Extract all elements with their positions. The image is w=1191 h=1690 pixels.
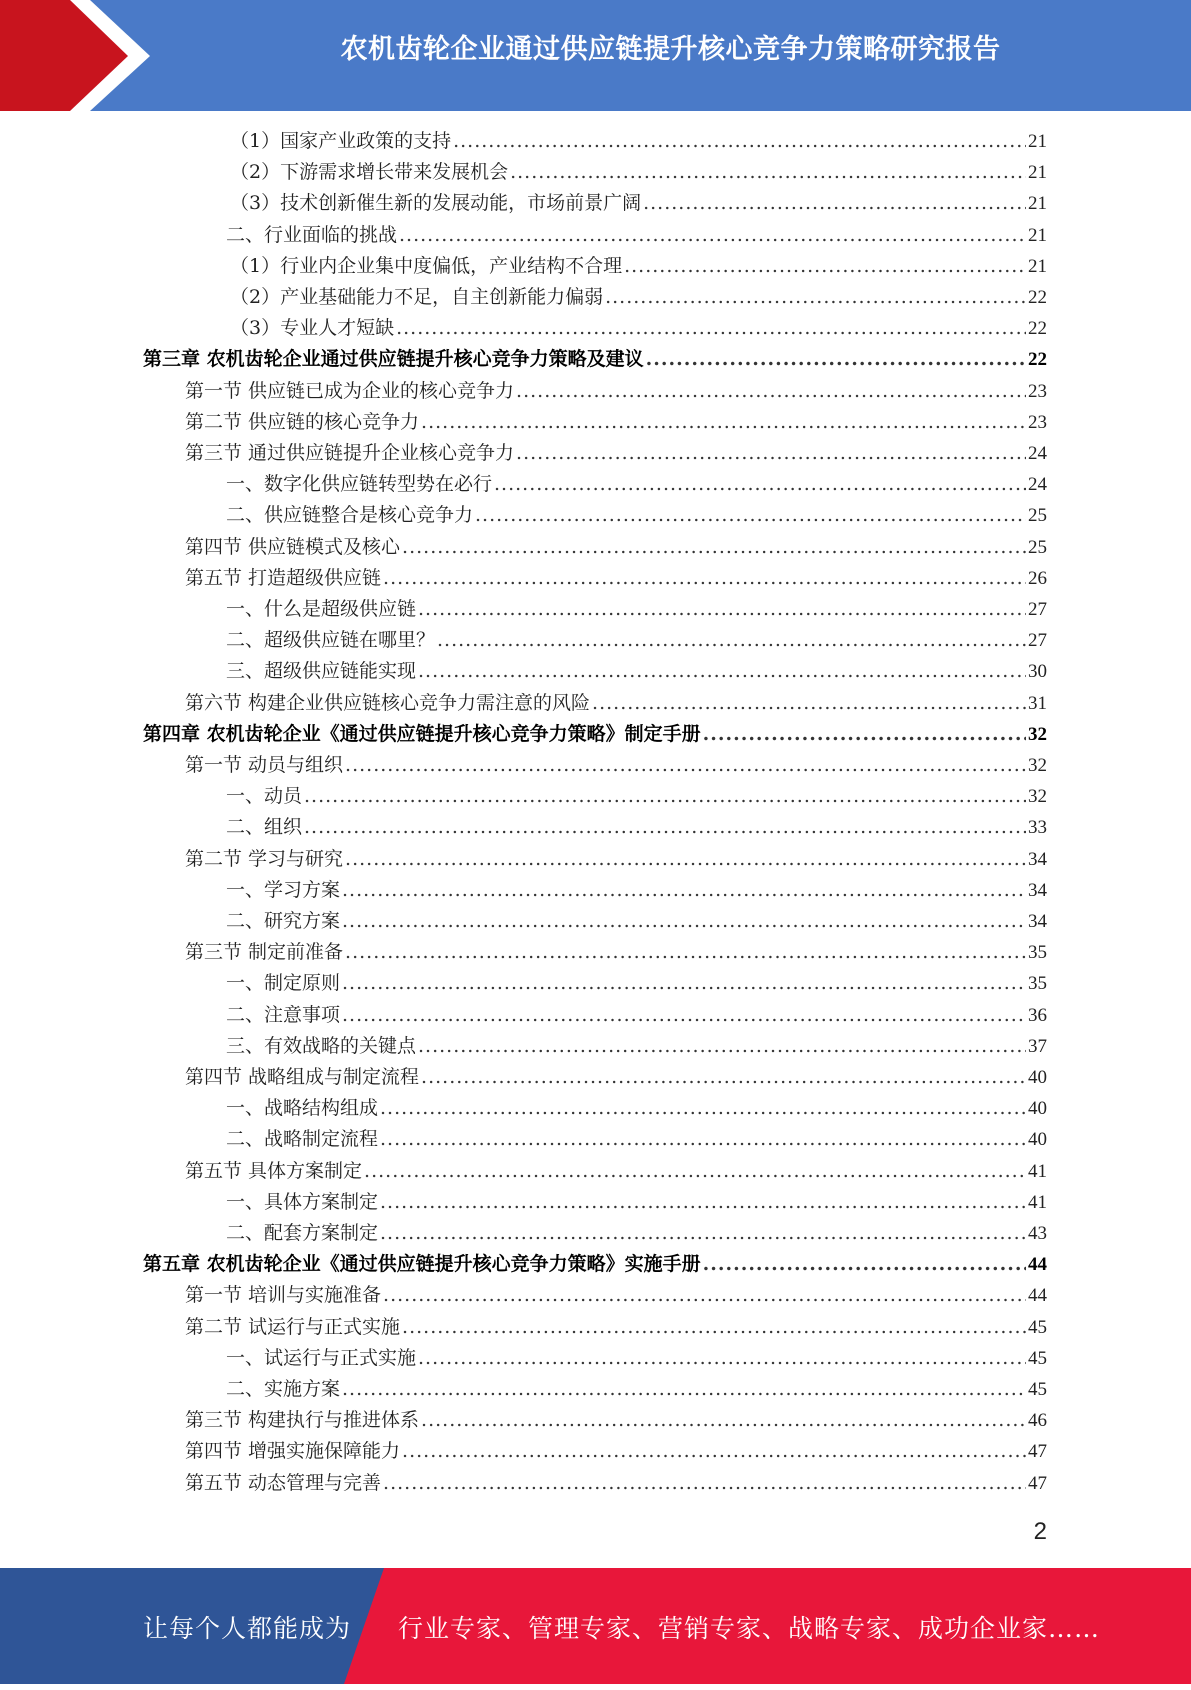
toc-entry-title: （3）技术创新催生新的发展动能，市场前景广阔 xyxy=(230,192,642,215)
toc-entry-page: 45 xyxy=(1028,1379,1047,1400)
toc-subsection-entry[interactable] xyxy=(226,656,1047,687)
toc-section-entry[interactable] xyxy=(185,1280,1047,1311)
toc-subsection-entry[interactable] xyxy=(226,220,1047,251)
toc-chapter-entry[interactable] xyxy=(143,344,1047,375)
toc-section-entry[interactable] xyxy=(185,563,1047,594)
toc-section-entry[interactable] xyxy=(185,532,1047,563)
footer-slogan-right: 行业专家、管理专家、营销专家、战略专家、成功企业家…… xyxy=(398,1614,1101,1643)
page-number: 2 xyxy=(1033,1518,1047,1545)
toc-entry-page: 40 xyxy=(1028,1098,1047,1120)
toc-dot-leader xyxy=(643,188,1026,219)
toc-entry-title: 第四节 增强实施保障能力 xyxy=(185,1440,401,1463)
toc-section-entry[interactable] xyxy=(185,407,1047,438)
toc-dot-leader xyxy=(380,1093,1026,1124)
toc-entry-page: 32 xyxy=(1028,755,1047,776)
toc-entry-page: 40 xyxy=(1028,1129,1047,1151)
toc-entry-page: 36 xyxy=(1028,1004,1047,1026)
toc-entry-page: 35 xyxy=(1028,942,1047,964)
toc-entry-title: 二、配套方案制定 xyxy=(226,1222,379,1244)
report-title: 农机齿轮企业通过供应链提升核心竞争力策略研究报告 xyxy=(340,34,1001,65)
toc-section-entry[interactable] xyxy=(185,844,1047,875)
toc-entry-page: 44 xyxy=(1028,1254,1047,1276)
toc-entry-page: 26 xyxy=(1028,567,1047,589)
toc-entry-title: 第五节 打造超级供应链 xyxy=(185,566,382,589)
toc-dot-leader xyxy=(516,438,1026,469)
toc-dot-leader xyxy=(516,376,1026,407)
toc-entry-title: 第四章 农机齿轮企业《通过供应链提升核心竞争力策略》制定手册 xyxy=(143,722,701,745)
toc-subsection-entry[interactable] xyxy=(226,906,1047,937)
toc-entry-page: 24 xyxy=(1028,443,1047,464)
toc-dot-leader xyxy=(421,1062,1026,1093)
toc-subsection-entry[interactable] xyxy=(226,625,1047,656)
toc-entry-page: 47 xyxy=(1028,1472,1047,1494)
toc-entry-title: 一、动员 xyxy=(226,785,303,808)
toc-entry-page: 40 xyxy=(1028,1067,1047,1088)
toc-dot-leader xyxy=(475,500,1026,531)
toc-entry-title: 一、试运行与正式实施 xyxy=(226,1346,417,1369)
toc-section-entry[interactable] xyxy=(185,750,1047,781)
toc-subsection-entry[interactable] xyxy=(226,875,1047,906)
toc-entry-page: 22 xyxy=(1028,318,1047,340)
toc-entry-page: 45 xyxy=(1028,1316,1047,1338)
toc-entry-title: 二、超级供应链在哪里？ xyxy=(226,629,436,652)
toc-subsection-entry[interactable] xyxy=(226,469,1047,500)
toc-entry-page: 21 xyxy=(1028,131,1047,152)
toc-entry-title: 一、学习方案 xyxy=(226,878,341,901)
toc-dot-leader xyxy=(646,344,1026,375)
toc-dot-leader xyxy=(342,1374,1026,1405)
toc-dot-leader xyxy=(364,1156,1026,1187)
toc-entry-page: 32 xyxy=(1028,786,1047,808)
toc-dot-leader xyxy=(345,750,1026,781)
toc-section-entry[interactable] xyxy=(185,376,1047,407)
toc-subsection-entry[interactable] xyxy=(226,1031,1047,1062)
toc-subsection-entry[interactable] xyxy=(226,1374,1047,1405)
page-header xyxy=(0,0,1191,111)
toc-entry-title: 一、战略结构组成 xyxy=(226,1097,379,1120)
toc-entry-page: 25 xyxy=(1028,505,1047,527)
toc-entry-title: （3）专业人才短缺 xyxy=(230,317,395,340)
toc-entry-title: 第六节 构建企业供应链核心竞争力需注意的风险 xyxy=(185,691,591,714)
toc-entry-title: （1）行业内企业集中度偏低，产业结构不合理 xyxy=(230,254,623,277)
toc-entry-title: 三、超级供应链能实现 xyxy=(226,660,417,683)
toc-entry-page: 32 xyxy=(1028,723,1047,745)
toc-entry-title: （2）下游需求增长带来发展机会 xyxy=(230,161,509,184)
toc-section-entry[interactable] xyxy=(185,1436,1047,1467)
toc-entry-title: 二、实施方案 xyxy=(226,1378,341,1400)
toc-entry-page: 23 xyxy=(1028,411,1047,433)
toc-section-entry[interactable] xyxy=(185,1312,1047,1343)
toc-subsection-entry[interactable] xyxy=(226,812,1047,843)
toc-entry-page: 46 xyxy=(1028,1410,1047,1432)
toc-dot-leader xyxy=(383,563,1026,594)
toc-entry-title: 二、注意事项 xyxy=(226,1003,341,1026)
toc-subsection-entry[interactable] xyxy=(226,1218,1047,1249)
toc-entry-page: 34 xyxy=(1028,848,1047,870)
toc-entry-title: 二、战略制定流程 xyxy=(226,1128,379,1151)
toc-dot-leader xyxy=(345,844,1026,875)
toc-entry-title: 第二节 试运行与正式实施 xyxy=(185,1315,401,1338)
toc-entry-page: 22 xyxy=(1028,349,1047,371)
toc-entry-title: 一、具体方案制定 xyxy=(226,1190,379,1213)
toc-section-entry[interactable] xyxy=(185,1156,1047,1187)
toc-entry-title: 第二节 学习与研究 xyxy=(185,847,344,870)
toc-entry-page: 22 xyxy=(1028,287,1047,308)
toc-entry-title: 第一节 培训与实施准备 xyxy=(185,1284,382,1307)
toc-entry-page: 25 xyxy=(1028,536,1047,558)
toc-entry-title: 一、什么是超级供应链 xyxy=(226,598,417,620)
toc-dot-leader xyxy=(418,1343,1026,1374)
toc-dot-leader xyxy=(399,220,1026,251)
toc-entry-title: 第三章 农机齿轮企业通过供应链提升核心竞争力策略及建议 xyxy=(143,348,644,371)
toc-dot-leader xyxy=(453,126,1026,157)
toc-dot-leader xyxy=(342,875,1026,906)
toc-dot-leader xyxy=(383,1280,1026,1311)
toc-entry-page: 43 xyxy=(1028,1223,1047,1244)
toc-subsection-entry[interactable] xyxy=(226,500,1047,531)
toc-dot-leader xyxy=(402,1312,1026,1343)
toc-dot-leader xyxy=(342,906,1026,937)
toc-entry-page: 27 xyxy=(1028,599,1047,620)
toc-entry-page: 30 xyxy=(1028,661,1047,683)
toc-section-entry[interactable] xyxy=(185,1062,1047,1093)
toc-entry-title: 第三节 制定前准备 xyxy=(185,941,344,964)
toc-subsection-entry[interactable] xyxy=(226,1124,1047,1155)
toc-subsection-entry[interactable] xyxy=(226,1000,1047,1031)
toc-subsection-entry[interactable] xyxy=(226,781,1047,812)
toc-subsection-entry[interactable] xyxy=(230,157,1047,188)
toc-entry-title: 第一节 供应链已成为企业的核心竞争力 xyxy=(185,379,515,402)
toc-subsection-entry[interactable] xyxy=(230,251,1047,282)
toc-dot-leader xyxy=(592,688,1026,719)
toc-dot-leader xyxy=(383,1468,1026,1499)
toc-entry-page: 21 xyxy=(1028,193,1047,215)
footer-slogan-left: 让每个人都能成为 xyxy=(143,1614,352,1643)
toc-dot-leader xyxy=(342,968,1026,999)
toc-dot-leader xyxy=(342,1000,1026,1031)
toc-entry-title: 第四节 战略组成与制定流程 xyxy=(185,1066,420,1088)
toc-entry-title: 第五章 农机齿轮企业《通过供应链提升核心竞争力策略》实施手册 xyxy=(143,1253,701,1276)
toc-subsection-entry[interactable] xyxy=(230,282,1047,313)
toc-dot-leader xyxy=(402,532,1026,563)
toc-entry-page: 21 xyxy=(1028,162,1047,184)
toc-dot-leader xyxy=(703,719,1026,750)
toc-dot-leader xyxy=(380,1218,1026,1249)
toc-entry-page: 47 xyxy=(1028,1441,1047,1463)
toc-entry-page: 34 xyxy=(1028,911,1047,932)
toc-entry-title: 第四节 供应链模式及核心 xyxy=(185,535,401,558)
toc-entry-page: 44 xyxy=(1028,1285,1047,1307)
toc-entry-page: 31 xyxy=(1028,692,1047,714)
toc-entry-page: 23 xyxy=(1028,380,1047,402)
toc-dot-leader xyxy=(418,656,1026,687)
toc-subsection-entry[interactable] xyxy=(226,968,1047,999)
toc-section-entry[interactable] xyxy=(185,937,1047,968)
toc-subsection-entry[interactable] xyxy=(230,188,1047,219)
toc-dot-leader xyxy=(345,937,1026,968)
toc-entry-page: 41 xyxy=(1028,1160,1047,1182)
toc-subsection-entry[interactable] xyxy=(226,1187,1047,1218)
toc-dot-leader xyxy=(437,625,1026,656)
toc-entry-page: 37 xyxy=(1028,1035,1047,1057)
page-footer xyxy=(0,1568,1191,1684)
toc-entry-title: （2）产业基础能力不足，自主创新能力偏弱 xyxy=(230,286,604,308)
toc-dot-leader xyxy=(402,1436,1026,1467)
toc-subsection-entry[interactable] xyxy=(226,594,1047,625)
toc-subsection-entry[interactable] xyxy=(230,126,1047,157)
toc-dot-leader xyxy=(396,313,1026,344)
toc-section-entry[interactable] xyxy=(185,1405,1047,1436)
toc-entry-page: 24 xyxy=(1028,474,1047,496)
toc-chapter-entry[interactable] xyxy=(143,719,1047,750)
toc-dot-leader xyxy=(605,282,1026,313)
toc-chapter-entry[interactable] xyxy=(143,1249,1047,1280)
toc-dot-leader xyxy=(510,157,1026,188)
toc-dot-leader xyxy=(703,1249,1026,1280)
toc-entry-page: 35 xyxy=(1028,973,1047,995)
toc-entry-title: （1）国家产业政策的支持 xyxy=(230,130,452,152)
toc-entry-title: 三、有效战略的关键点 xyxy=(226,1034,417,1057)
toc-dot-leader xyxy=(494,469,1026,500)
toc-entry-page: 45 xyxy=(1028,1347,1047,1369)
toc-dot-leader xyxy=(380,1124,1026,1155)
toc-dot-leader xyxy=(304,812,1026,843)
toc-section-entry[interactable] xyxy=(185,688,1047,719)
toc-entry-title: 二、组织 xyxy=(226,816,303,839)
toc-entry-title: 第二节 供应链的核心竞争力 xyxy=(185,410,420,433)
toc-entry-title: 二、供应链整合是核心竞争力 xyxy=(226,504,474,527)
toc-dot-leader xyxy=(380,1187,1026,1218)
toc-subsection-entry[interactable] xyxy=(226,1343,1047,1374)
toc-dot-leader xyxy=(421,407,1026,438)
toc-entry-page: 33 xyxy=(1028,817,1047,839)
toc-entry-title: 第一节 动员与组织 xyxy=(185,754,344,776)
toc-dot-leader xyxy=(304,781,1026,812)
toc-entry-page: 21 xyxy=(1028,255,1047,277)
toc-entry-page: 27 xyxy=(1028,630,1047,652)
toc-dot-leader xyxy=(418,1031,1026,1062)
toc-dot-leader xyxy=(421,1405,1026,1436)
toc-entry-title: 一、制定原则 xyxy=(226,972,341,995)
toc-entry-title: 二、行业面临的挑战 xyxy=(226,223,398,246)
toc-entry-title: 二、研究方案 xyxy=(226,910,341,932)
toc-entry-page: 41 xyxy=(1028,1191,1047,1213)
toc-entry-title: 第三节 通过供应链提升企业核心竞争力 xyxy=(185,442,515,464)
toc-section-entry[interactable] xyxy=(185,1468,1047,1499)
toc-dot-leader xyxy=(418,594,1026,625)
toc-subsection-entry[interactable] xyxy=(226,1093,1047,1124)
toc-subsection-entry[interactable] xyxy=(230,313,1047,344)
toc-dot-leader xyxy=(624,251,1026,282)
toc-entry-page: 34 xyxy=(1028,879,1047,901)
toc-entry-title: 第五节 动态管理与完善 xyxy=(185,1471,382,1494)
toc-entry-title: 第三节 构建执行与推进体系 xyxy=(185,1409,420,1432)
toc-entry-title: 一、数字化供应链转型势在必行 xyxy=(226,473,493,496)
toc-section-entry[interactable] xyxy=(185,438,1047,469)
toc-entry-page: 21 xyxy=(1028,224,1047,246)
toc-entry-title: 第五节 具体方案制定 xyxy=(185,1159,363,1182)
